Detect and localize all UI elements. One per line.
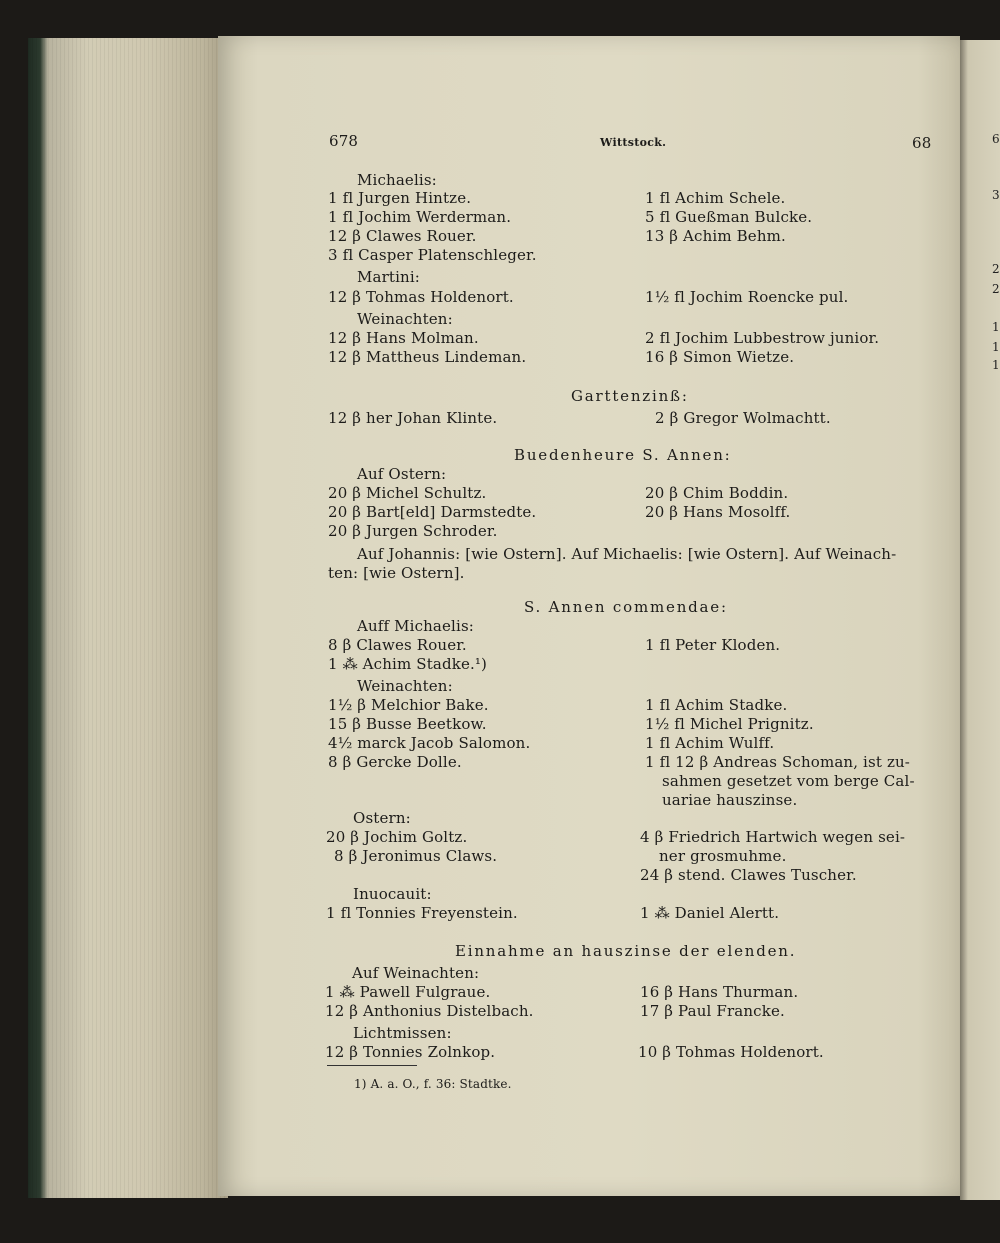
page-number: 678: [329, 132, 359, 150]
running-title: Wittstock.: [600, 136, 667, 149]
facing-page-mark: 1: [992, 340, 1000, 354]
facing-page-mark: 2: [992, 262, 1000, 276]
section-label: Martini:: [357, 268, 421, 286]
footnote: 1) A. a. O., f. 36: Stadtke.: [354, 1077, 512, 1091]
footnote-rule: [327, 1065, 417, 1066]
section-label: Ostern:: [353, 809, 411, 827]
entry-left: 3 fl Casper Platenschleger.: [328, 246, 537, 264]
entry-right: 1 fl 12 β Andreas Schoman, ist zu-: [645, 753, 911, 771]
entry-right: 1½ fl Jochim Roencke pul.: [645, 288, 849, 306]
section-label: Auf Weinachten:: [352, 964, 480, 982]
entry-left: 8 β Clawes Rouer.: [328, 636, 467, 654]
entry-right: 20 β Hans Mosolff.: [645, 503, 791, 521]
section-label: Weinachten:: [357, 310, 453, 328]
entry-left: 12 β Mattheus Lindeman.: [328, 348, 527, 366]
entry-right: 16 β Hans Thurman.: [640, 983, 799, 1001]
entry-left: 1 fl Jurgen Hintze.: [328, 189, 472, 207]
entry-left: 8 β Gercke Dolle.: [328, 753, 462, 771]
entry-right: 20 β Chim Boddin.: [645, 484, 789, 502]
entry-right: 1½ fl Michel Prignitz.: [645, 715, 814, 733]
section-label: Inuocauit:: [353, 885, 432, 903]
entry-right: 5 fl Gueßman Bulcke.: [645, 208, 813, 226]
entry-left: 12 β Tohmas Holdenort.: [328, 288, 514, 306]
section-heading: S. Annen commendae:: [524, 598, 728, 616]
entry-right: 4 β Friedrich Hartwich wegen sei-: [640, 828, 906, 846]
entry-left: 12 β Hans Molman.: [328, 329, 479, 347]
entry-right: 1 fl Peter Kloden.: [645, 636, 781, 654]
entry-left: 1 fl Jochim Werderman.: [328, 208, 512, 226]
entry-left: 20 β Jochim Goltz.: [326, 828, 468, 846]
entry-right: 1 fl Achim Wulff.: [645, 734, 775, 752]
entry-left: 12 β Anthonius Distelbach.: [325, 1002, 534, 1020]
entry-left: 12 β Tonnies Zolnkop.: [325, 1043, 496, 1061]
entry-left: 15 β Busse Beetkow.: [328, 715, 487, 733]
facing-page-mark: 1: [992, 320, 1000, 334]
entry-right-continued: ner grosmuhme.: [659, 847, 787, 865]
entry-left: 20 β Michel Schultz.: [328, 484, 487, 502]
section-label: Auff Michaelis:: [357, 617, 474, 635]
entry-left: 20 β Bart[eld] Darmstedte.: [328, 503, 537, 521]
entry-right: 10 β Tohmas Holdenort.: [638, 1043, 824, 1061]
entry-right-continued: sahmen gesetzet vom berge Cal-: [662, 772, 915, 790]
entry-right: 2 fl Jochim Lubbestrow junior.: [645, 329, 880, 347]
section-label: Auf Ostern:: [357, 465, 447, 483]
entry-left: 4½ marck Jacob Salomon.: [328, 734, 531, 752]
facing-page-mark: 2: [992, 282, 1000, 296]
entry-left: 1 ⁂ Achim Stadke.¹): [328, 655, 488, 673]
section-heading: Garttenzinß:: [571, 387, 689, 405]
entry-left: 8 β Jeronimus Claws.: [334, 847, 498, 865]
section-heading: Einnahme an hauszinse der elenden.: [455, 942, 797, 960]
facing-page-edge: [960, 40, 1000, 1200]
facing-page-mark: 6: [992, 132, 1000, 146]
entry-left: 20 β Jurgen Schroder.: [328, 522, 498, 540]
facing-page-mark: 3: [992, 188, 1000, 202]
entry-right: 1 ⁂ Daniel Alertt.: [640, 904, 780, 922]
book-spine-edge: [28, 38, 228, 1198]
section-label: Lichtmissen:: [353, 1024, 452, 1042]
entry-right: 2 β Gregor Wolmachtt.: [655, 409, 831, 427]
marginal-number: 68: [912, 134, 932, 152]
entry-right-continued: uariae hauszinse.: [662, 791, 798, 809]
entry-left: 1½ β Melchior Bake.: [328, 696, 489, 714]
facing-page-mark: 1: [992, 358, 1000, 372]
section-label: Weinachten:: [357, 677, 453, 695]
entry-right: 13 β Achim Behm.: [645, 227, 786, 245]
entry-right: 24 β stend. Clawes Tuscher.: [640, 866, 857, 884]
section-label: Michaelis:: [357, 171, 437, 189]
entry-left: 12 β her Johan Klinte.: [328, 409, 498, 427]
entry-left: 1 fl Tonnies Freyenstein.: [326, 904, 518, 922]
entry-left: 12 β Clawes Rouer.: [328, 227, 477, 245]
entry-right: 16 β Simon Wietze.: [645, 348, 795, 366]
entry-right: 1 fl Achim Stadke.: [645, 696, 788, 714]
section-heading: Buedenheure S. Annen:: [514, 446, 732, 464]
paragraph-line: Auf Johannis: [wie Ostern]. Auf Michaelis: [wie Ostern]. Auf Weinach-: [357, 545, 897, 563]
entry-left: 1 ⁂ Pawell Fulgraue.: [325, 983, 491, 1001]
entry-right: 1 fl Achim Schele.: [645, 189, 786, 207]
entry-right: 17 β Paul Francke.: [640, 1002, 785, 1020]
paragraph-line: ten: [wie Ostern].: [328, 564, 465, 582]
